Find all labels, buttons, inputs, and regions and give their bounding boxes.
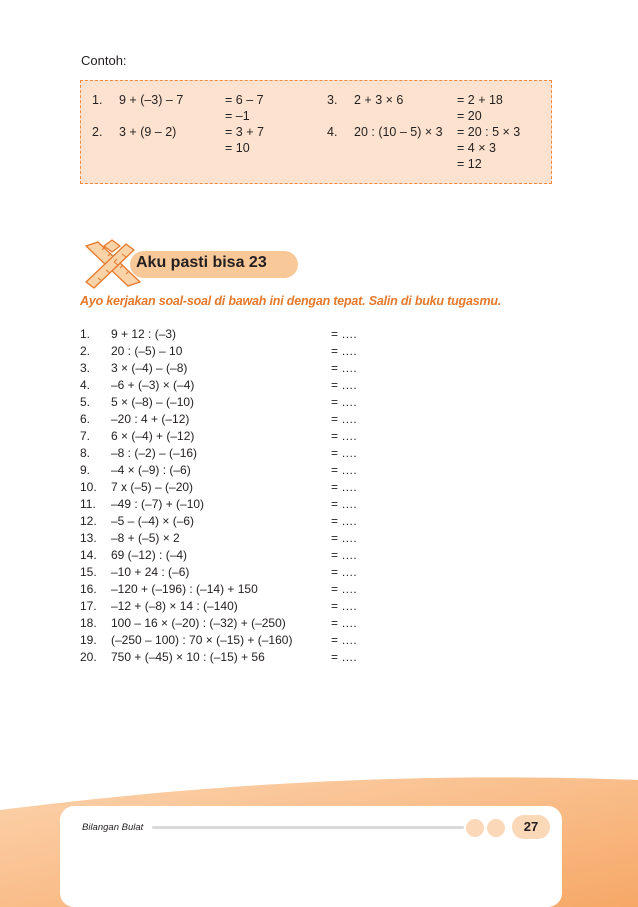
problem-answer: = …. bbox=[331, 616, 357, 630]
example-3-step-2: = 20 bbox=[457, 109, 482, 123]
problem-row bbox=[80, 377, 380, 394]
problem-row bbox=[80, 632, 380, 649]
problem-answer: = …. bbox=[331, 463, 357, 477]
problem-row bbox=[80, 649, 380, 666]
problem-number: 20. bbox=[80, 650, 97, 664]
problem-row bbox=[80, 547, 380, 564]
example-4-step-3: = 12 bbox=[457, 157, 482, 171]
problem-answer: = …. bbox=[331, 514, 357, 528]
problem-answer: = …. bbox=[331, 582, 357, 596]
example-4-step-1: = 20 : 5 × 3 bbox=[457, 125, 521, 139]
footer-divider bbox=[152, 826, 464, 829]
problem-number: 1. bbox=[80, 327, 91, 341]
problem-number: 8. bbox=[80, 446, 91, 460]
problem-number: 17. bbox=[80, 599, 97, 613]
problem-row bbox=[80, 564, 380, 581]
problem-number: 15. bbox=[80, 565, 97, 579]
problem-number: 6. bbox=[80, 412, 91, 426]
example-2-num: 2. bbox=[92, 125, 103, 139]
problem-number: 10. bbox=[80, 480, 97, 494]
example-4-expr: 20 : (10 – 5) × 3 bbox=[354, 125, 443, 139]
contoh-label: Contoh: bbox=[81, 53, 127, 68]
problem-number: 9. bbox=[80, 463, 91, 477]
problem-answer: = …. bbox=[331, 480, 357, 494]
problem-row bbox=[80, 496, 380, 513]
problem-number: 5. bbox=[80, 395, 91, 409]
problem-expression: (–250 – 100) : 70 × (–15) + (–160) bbox=[111, 633, 293, 647]
problem-number: 19. bbox=[80, 633, 97, 647]
problem-answer: = …. bbox=[331, 633, 357, 647]
problem-row bbox=[80, 462, 380, 479]
problem-answer: = …. bbox=[331, 565, 357, 579]
problem-expression: –12 + (–8) × 14 : (–140) bbox=[111, 599, 238, 613]
problem-number: 16. bbox=[80, 582, 97, 596]
problem-expression: –6 + (–3) × (–4) bbox=[111, 378, 195, 392]
problem-answer: = …. bbox=[331, 378, 357, 392]
problem-row bbox=[80, 615, 380, 632]
problem-expression: 20 : (–5) – 10 bbox=[111, 344, 183, 358]
ruler-compass-icon bbox=[82, 238, 144, 290]
problem-expression: 5 × (–8) – (–10) bbox=[111, 395, 195, 409]
problem-row bbox=[80, 530, 380, 547]
problem-answer: = …. bbox=[331, 395, 357, 409]
problem-answer: = …. bbox=[331, 531, 357, 545]
problem-expression: –120 + (–196) : (–14) + 150 bbox=[111, 582, 258, 596]
problem-expression: 750 + (–45) × 10 : (–15) + 56 bbox=[111, 650, 265, 664]
problem-row bbox=[80, 479, 380, 496]
example-1-num: 1. bbox=[92, 93, 103, 107]
problem-answer: = …. bbox=[331, 361, 357, 375]
example-2-step-2: = 10 bbox=[225, 141, 250, 155]
problem-answer: = …. bbox=[331, 429, 357, 443]
problem-number: 2. bbox=[80, 344, 91, 358]
problem-number: 4. bbox=[80, 378, 91, 392]
example-4-step-2: = 4 × 3 bbox=[457, 141, 496, 155]
problem-row bbox=[80, 445, 380, 462]
problem-answer: = …. bbox=[331, 327, 357, 341]
problem-expression: –8 : (–2) – (–16) bbox=[111, 446, 198, 460]
problem-expression: –20 : 4 + (–12) bbox=[111, 412, 190, 426]
problem-answer: = …. bbox=[331, 446, 357, 460]
problem-expression: 7 x (–5) – (–20) bbox=[111, 480, 194, 494]
problem-number: 7. bbox=[80, 429, 91, 443]
problem-number: 11. bbox=[80, 497, 96, 511]
example-box bbox=[80, 80, 552, 184]
problem-answer: = …. bbox=[331, 650, 357, 664]
example-2-expr: 3 + (9 – 2) bbox=[119, 125, 177, 139]
problem-expression: 69 (–12) : (–4) bbox=[111, 548, 188, 562]
problem-number: 12. bbox=[80, 514, 97, 528]
problem-number: 18. bbox=[80, 616, 97, 630]
problem-expression: 6 × (–4) + (–12) bbox=[111, 429, 195, 443]
banner-title: Aku pasti bisa 23 bbox=[136, 254, 267, 271]
problem-number: 13. bbox=[80, 531, 97, 545]
example-2-step-1: = 3 + 7 bbox=[225, 125, 264, 139]
footer-dot bbox=[487, 819, 505, 837]
problem-row bbox=[80, 326, 380, 343]
problem-answer: = …. bbox=[331, 344, 357, 358]
footer-chapter-title: Bilangan Bulat bbox=[82, 822, 144, 833]
problem-row bbox=[80, 581, 380, 598]
problem-number: 3. bbox=[80, 361, 91, 375]
instruction-text: Ayo kerjakan soal-soal di bawah ini dengan tepat. Salin di buku tugasmu. bbox=[80, 294, 502, 308]
example-1-expr: 9 + (–3) – 7 bbox=[119, 93, 184, 107]
example-1-step-2: = –1 bbox=[225, 109, 250, 123]
problem-expression: 100 – 16 × (–20) : (–32) + (–250) bbox=[111, 616, 286, 630]
problem-list bbox=[80, 326, 380, 666]
problem-expression: –10 + 24 : (–6) bbox=[111, 565, 190, 579]
problem-row bbox=[80, 343, 380, 360]
problem-row bbox=[80, 428, 380, 445]
example-1-step-1: = 6 – 7 bbox=[225, 93, 264, 107]
problem-expression: –4 × (–9) : (–6) bbox=[111, 463, 191, 477]
example-3-step-1: = 2 + 18 bbox=[457, 93, 503, 107]
page-number: 27 bbox=[512, 815, 550, 839]
example-3-expr: 2 + 3 × 6 bbox=[354, 93, 404, 107]
problem-answer: = …. bbox=[331, 548, 357, 562]
example-4-num: 4. bbox=[327, 125, 338, 139]
problem-answer: = …. bbox=[331, 412, 357, 426]
footer-band bbox=[0, 770, 638, 907]
problem-row bbox=[80, 360, 380, 377]
section-banner bbox=[82, 238, 302, 290]
problem-row bbox=[80, 394, 380, 411]
problem-expression: 3 × (–4) – (–8) bbox=[111, 361, 188, 375]
problem-row bbox=[80, 598, 380, 615]
problem-row bbox=[80, 513, 380, 530]
problem-expression: –5 – (–4) × (–6) bbox=[111, 514, 195, 528]
problem-number: 14. bbox=[80, 548, 97, 562]
problem-row bbox=[80, 411, 380, 428]
problem-answer: = …. bbox=[331, 497, 357, 511]
problem-expression: –49 : (–7) + (–10) bbox=[111, 497, 205, 511]
problem-answer: = …. bbox=[331, 599, 357, 613]
problem-expression: 9 + 12 : (–3) bbox=[111, 327, 177, 341]
problem-expression: –8 + (–5) × 2 bbox=[111, 531, 180, 545]
footer-dot bbox=[466, 819, 484, 837]
example-3-num: 3. bbox=[327, 93, 338, 107]
